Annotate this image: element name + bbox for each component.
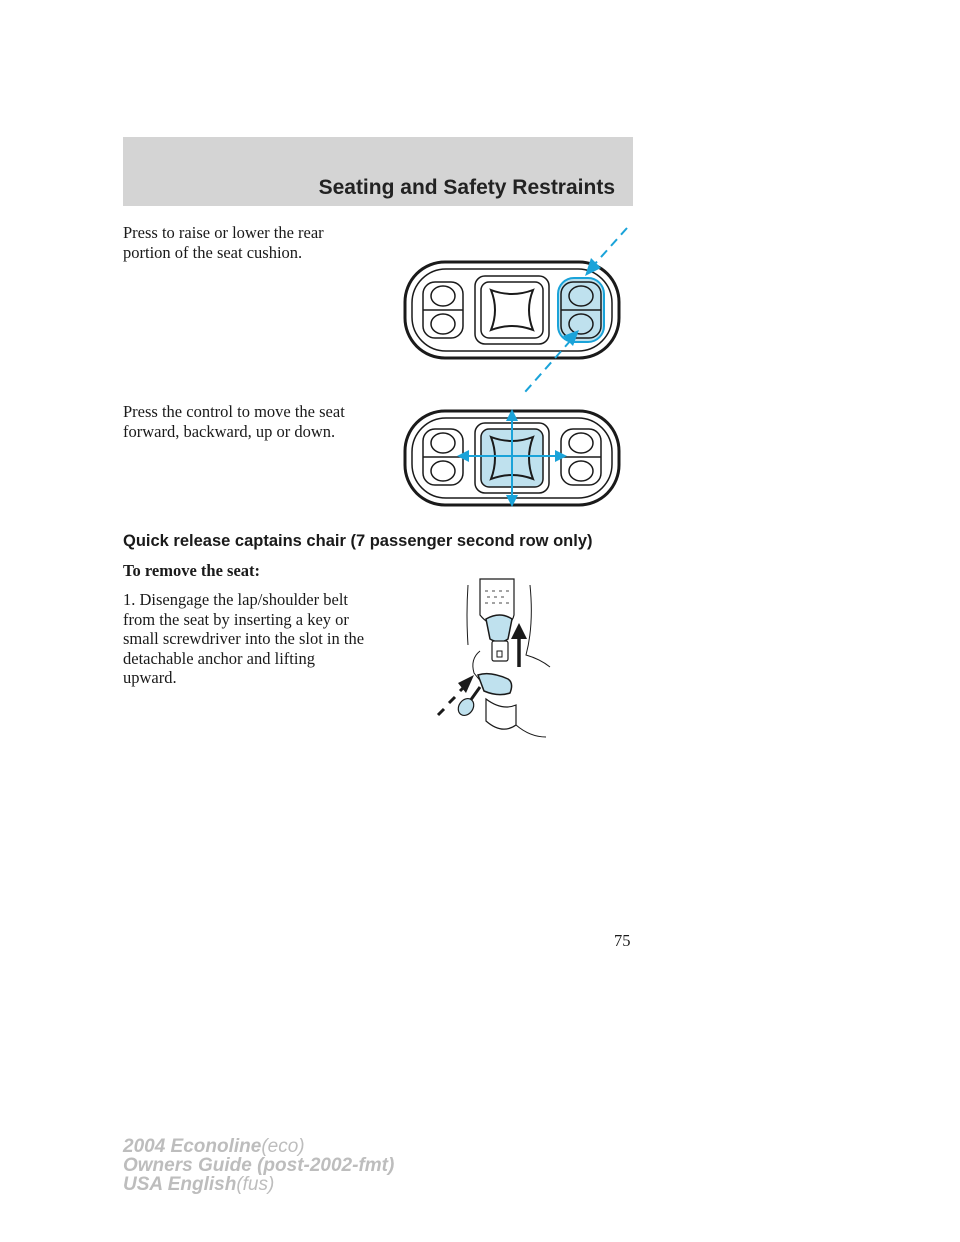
move-seat-instruction bbox=[123, 402, 345, 441]
seatbelt-anchor-release-diagram bbox=[430, 575, 555, 745]
footer-guide: Owners Guide (post-2002-fmt) bbox=[123, 1155, 395, 1176]
section-title: Seating and Safety Restraints bbox=[318, 176, 615, 199]
text-line: portion of the seat cushion. bbox=[123, 242, 303, 262]
footer-language: USA English bbox=[123, 1174, 237, 1195]
rear-cushion-instruction bbox=[123, 223, 324, 262]
footer-line bbox=[123, 1175, 394, 1194]
section-heading: Quick release captains chair (7 passenger second row only) bbox=[123, 532, 593, 550]
text-line: small screwdriver into the slot in the bbox=[123, 629, 365, 648]
text-line: Press the control to move the seat bbox=[123, 402, 345, 421]
step-1-instruction bbox=[123, 590, 364, 688]
footer-vehicle-code: (eco) bbox=[261, 1136, 305, 1157]
section-header-band bbox=[123, 137, 633, 206]
document-footer bbox=[123, 1137, 394, 1194]
footer-line bbox=[123, 1137, 394, 1156]
text-line: Press to raise or lower the rear bbox=[123, 223, 324, 242]
footer-language-code: (fus) bbox=[236, 1174, 275, 1195]
text-line: upward. bbox=[123, 668, 177, 687]
text-line: 1. Disengage the lap/shoulder belt bbox=[123, 590, 348, 609]
footer-vehicle: 2004 Econoline bbox=[123, 1136, 262, 1157]
page-number: 75 bbox=[614, 931, 631, 950]
seat-control-power-diagram bbox=[395, 405, 635, 511]
footer-line bbox=[123, 1156, 394, 1175]
subheading: To remove the seat: bbox=[123, 561, 261, 580]
text-line: forward, backward, up or down. bbox=[123, 421, 336, 441]
text-line: from the seat by inserting a key or bbox=[123, 609, 349, 629]
seat-control-rear-cushion-diagram bbox=[395, 222, 635, 400]
text-line: detachable anchor and lifting bbox=[123, 648, 315, 668]
